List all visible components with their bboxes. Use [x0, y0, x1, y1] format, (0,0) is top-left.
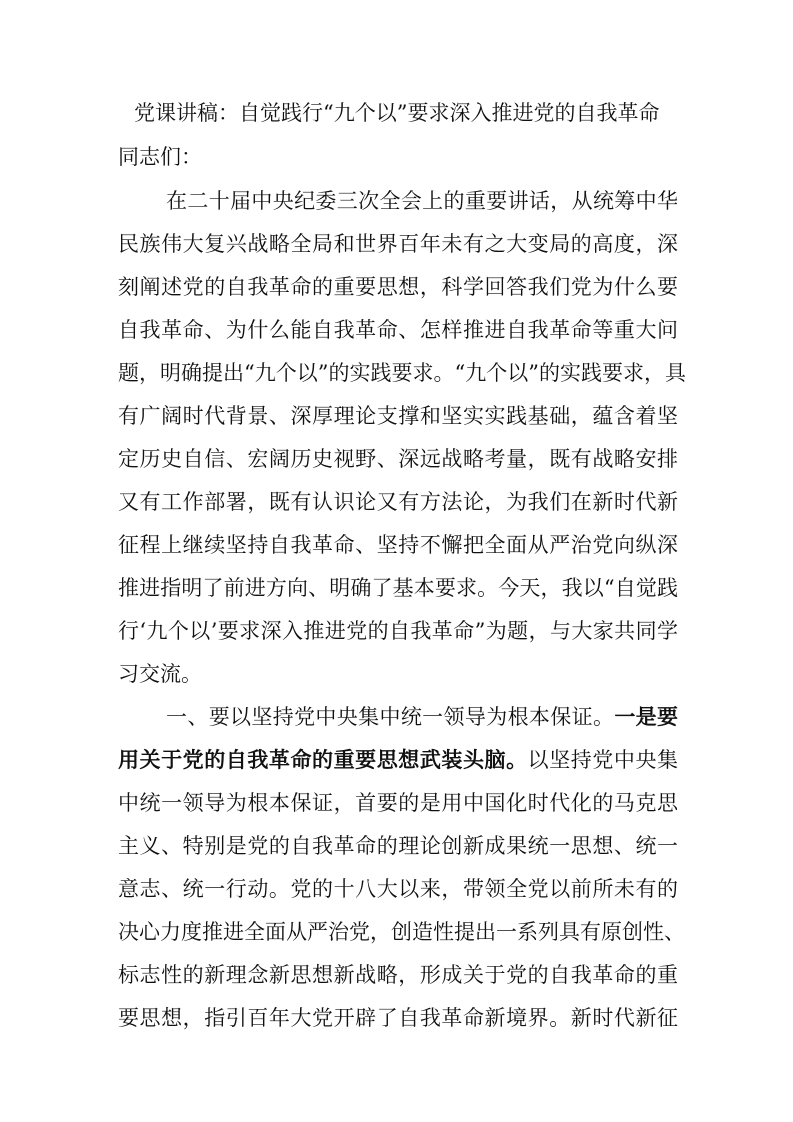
paragraph-line: 自我革命、为什么能自我革命、怎样推进自我革命等重大问	[118, 318, 678, 342]
paragraph-line: 定历史自信、宏阔历史视野、深远战略考量，既有战略安排	[118, 447, 678, 471]
paragraph-line: 标志性的新理念新思想新战略，形成关于党的自我革命的重	[118, 963, 678, 987]
paragraph-line: 题，明确提出“九个以”的实践要求。“九个以”的实践要求，具	[118, 361, 686, 385]
greeting: 同志们：	[118, 145, 202, 169]
paragraph-line: 行‘九个以’要求深入推进党的自我革命”为题，与大家共同学	[118, 619, 678, 643]
section-heading-text: 一、要以坚持党中央集中统一领导为根本保证。	[166, 705, 615, 729]
paragraph-line-mixed	[118, 745, 678, 775]
paragraph-line: 有广阔时代背景、深厚理论支撑和坚实实践基础，蕴含着坚	[118, 404, 678, 428]
bold-point-text: 一是要	[614, 704, 679, 729]
paragraph-line: 习交流。	[118, 662, 202, 686]
paragraph-line: 意志、统一行动。党的十八大以来，带领全党以前所未有的	[118, 877, 678, 901]
paragraph-line: 中统一领导为根本保证，首要的是用中国化时代化的马克思	[118, 791, 678, 815]
paragraph-line-mixed	[166, 702, 678, 732]
paragraph-line: 决心力度推进全面从严治党，创造性提出一系列具有原创性、	[118, 920, 685, 944]
document-title: 党课讲稿：自觉践行“九个以”要求深入推进党的自我革命	[134, 101, 660, 125]
paragraph-line: 刻阐述党的自我革命的重要思想，科学回答我们党为什么要	[118, 275, 678, 299]
bold-point-text: 用关于党的自我革命的重要思想武装头脑。	[118, 747, 528, 772]
paragraph-line: 又有工作部署，既有认识论又有方法论，为我们在新时代新	[118, 490, 678, 514]
paragraph-line: 征程上继续坚持自我革命、坚持不懈把全面从严治党向纵深	[118, 533, 678, 557]
paragraph-line: 民族伟大复兴战略全局和世界百年未有之大变局的高度，深	[118, 232, 678, 256]
paragraph-line: 要思想，指引百年大党开辟了自我革命新境界。新时代新征	[118, 1006, 678, 1030]
paragraph-line: 在二十届中央纪委三次全会上的重要讲话，从统筹中华	[166, 189, 678, 213]
paragraph-line: 推进指明了前进方向、明确了基本要求。今天，我以“自觉践	[118, 576, 678, 600]
paragraph-line: 主义、特别是党的自我革命的理论创新成果统一思想、统一	[118, 834, 678, 858]
body-text: 以坚持党中央集	[527, 748, 679, 772]
